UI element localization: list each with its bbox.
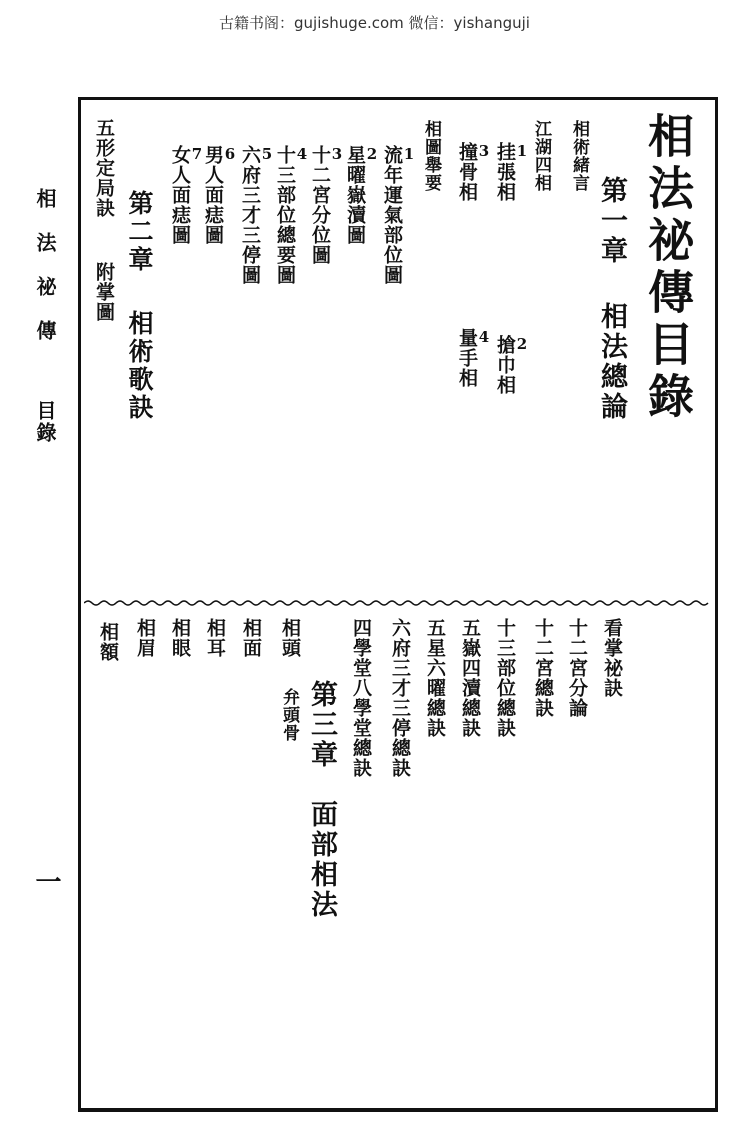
margin-section: 目錄 — [33, 400, 57, 444]
wavy-divider — [84, 598, 712, 608]
toc-item: 相耳 — [204, 618, 226, 658]
toc-item: 相頭 — [279, 618, 301, 658]
toc-item: 7 女人面痣圖 — [169, 145, 206, 245]
toc-item: 2 搶巾相 — [494, 335, 531, 395]
toc-item: 4 十三部位總要圖 — [274, 145, 311, 285]
toc-item: 十三部位總訣 — [494, 618, 516, 738]
toc-item: 相面 — [240, 618, 262, 658]
chapter1-label: 第一章 — [596, 176, 627, 266]
toc-item: 相術緒言 — [569, 120, 589, 192]
toc-item: 相眉 — [134, 618, 156, 658]
toc-item: 十二宮分論 — [566, 618, 588, 718]
toc-item: 十二宮總訣 — [532, 618, 554, 718]
toc-item: 附掌圖 — [93, 262, 115, 322]
chapter3-label: 第三章 — [306, 680, 337, 770]
toc-item: 五形定局訣 — [93, 118, 115, 218]
toc-item: 2 星曜嶽瀆圖 — [344, 145, 381, 245]
toc-item: 1 挂張相 — [494, 142, 531, 202]
page-title: 相法祕傳目錄 — [641, 112, 695, 424]
toc-item: 3 十二宮分位圖 — [309, 145, 346, 265]
watermark: 古籍书阁：gujishuge.com 微信：yishanguji — [219, 14, 530, 32]
toc-item: 五星六曜總訣 — [424, 618, 446, 738]
toc-item: 4 量手相 — [456, 328, 493, 388]
margin-book-title: 相法祕傳 — [33, 188, 57, 364]
toc-item: 3 撞骨相 — [456, 142, 493, 202]
toc-item: 江湖四相 — [531, 120, 551, 192]
toc-item: 看掌祕訣 — [601, 618, 623, 698]
chapter1-name: 相法總論 — [596, 302, 627, 422]
toc-item: 1 流年運氣部位圖 — [381, 145, 418, 285]
toc-item: 四學堂八學堂總訣 — [350, 618, 372, 778]
chapter3-name: 面部相法 — [306, 800, 337, 920]
chapter2-label: 第二章 — [125, 190, 154, 274]
toc-item: 五嶽四瀆總訣 — [459, 618, 481, 738]
toc-item: 弁頭骨 — [279, 688, 299, 742]
toc-item: 六府三才三停總訣 — [389, 618, 411, 778]
toc-item: 5 六府三才三停圖 — [239, 145, 276, 285]
toc-item: 相額 — [97, 622, 119, 662]
toc-item: 6 男人面痣圖 — [202, 145, 239, 245]
margin-page-number: 一 — [31, 868, 61, 894]
toc-item: 相眼 — [169, 618, 191, 658]
chapter2-name: 相術歌訣 — [125, 310, 154, 422]
toc-item: 相圖舉要 — [421, 120, 441, 192]
